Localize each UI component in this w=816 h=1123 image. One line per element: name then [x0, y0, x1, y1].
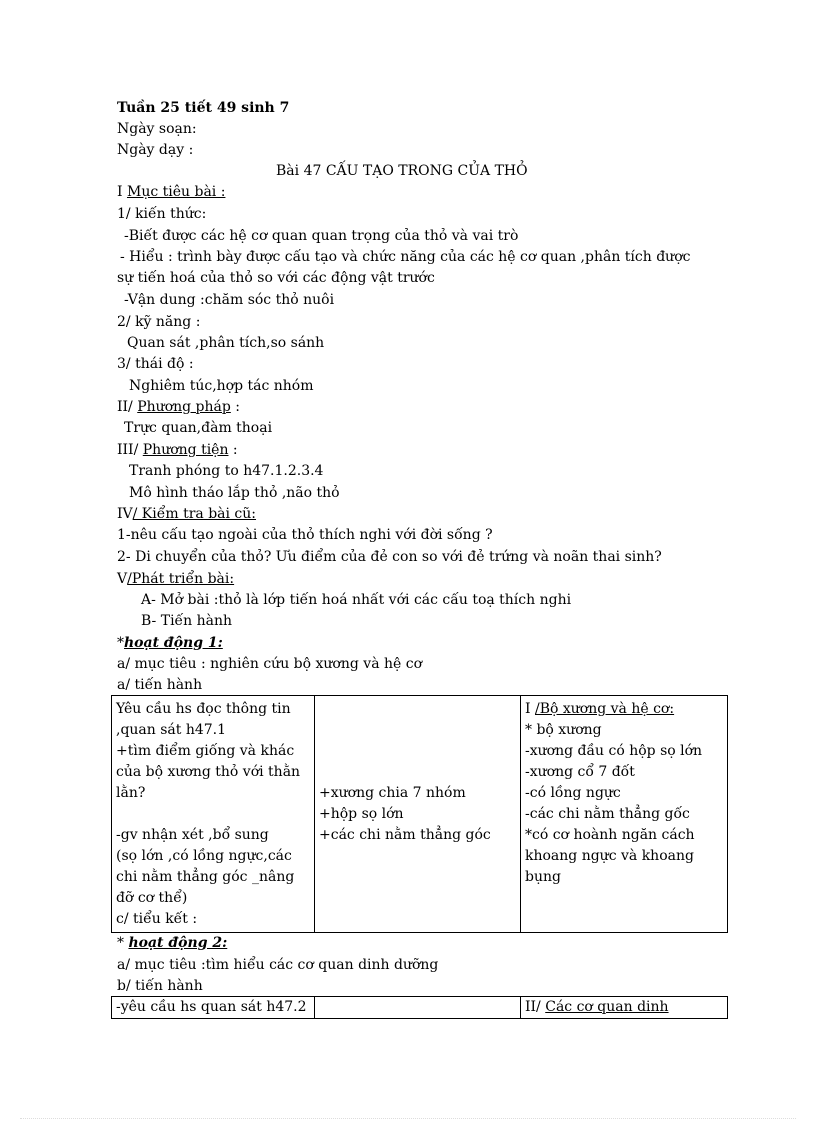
- activity2-label: [117, 933, 227, 954]
- section5-item-a: A- Mở bài :thỏ là lớp tiến hoá nhất với các cấu toạ thích nghi: [141, 592, 572, 608]
- content-heading: [525, 997, 723, 1018]
- list-item: -có lồng ngực: [525, 785, 621, 801]
- section4-title: / Kiểm tra bài cũ:: [132, 506, 257, 522]
- list-item: bụng: [525, 869, 561, 885]
- list-item: -yêu cầu hs quan sát h47.2: [116, 999, 307, 1015]
- activity1-label: [117, 633, 223, 654]
- knowledge-item-2: - Hiểu : trình bày được cấu tạo và chức năng của các hệ cơ quan ,phân tích được: [120, 249, 691, 265]
- section3-heading: [117, 440, 238, 461]
- list-item: *có cơ hoành ngăn cách: [525, 827, 695, 843]
- activity2-title: hoạt động 2:: [128, 935, 228, 951]
- knowledge-item-3: -Vận dung :chăm sóc thỏ nuôi: [124, 292, 335, 308]
- activity2-student-cell: [315, 997, 521, 1019]
- list-item: c/ tiểu kết :: [116, 911, 198, 927]
- section5-prefix: V: [117, 571, 128, 587]
- table-row: [112, 997, 728, 1019]
- list-item: của bộ xương thỏ với thằn: [116, 764, 301, 780]
- section4-heading: [117, 504, 256, 525]
- list-item: khoang ngực và khoang: [525, 848, 694, 864]
- list-item: (sọ lớn ,có lồng ngực,các: [116, 848, 292, 864]
- content-heading-title: Các cơ quan dinh: [545, 999, 669, 1015]
- list-item: +hộp sọ lớn: [319, 806, 404, 822]
- lesson-title: Bài 47 CẤU TẠO TRONG CỦA THỎ: [276, 163, 528, 179]
- section2-prefix: II/: [117, 399, 138, 415]
- list-item: +xương chia 7 nhóm: [319, 785, 466, 801]
- activity2-content-cell: [521, 997, 728, 1019]
- section5-title: /Phát triển bài:: [127, 571, 235, 587]
- review-question-2: 2- Di chuyển của thỏ? Ưu điểm của đẻ con so với đẻ trứng và noãn thai sinh?: [117, 549, 662, 565]
- section2-suffix: :: [230, 399, 241, 415]
- content-heading-title: /Bộ xương và hệ cơ:: [534, 701, 675, 717]
- section4-prefix: IV: [117, 506, 133, 522]
- section1-heading: [117, 182, 225, 203]
- attitude-heading: 3/ thái độ :: [117, 356, 194, 372]
- knowledge-item-1: -Biết được các hệ cơ quan quan trọng của thỏ và vai trò: [124, 228, 519, 244]
- content-heading-prefix: I: [525, 701, 535, 717]
- content-heading-prefix: II/: [525, 999, 546, 1015]
- content-heading: [525, 699, 723, 720]
- activity2-proceed: b/ tiến hành: [117, 978, 203, 994]
- activity1-goal: a/ mục tiêu : nghiên cứu bộ xương và hệ cơ: [117, 656, 423, 672]
- section1-prefix: I: [117, 184, 127, 200]
- list-item: -gv nhận xét ,bổ sung: [116, 827, 269, 843]
- attitude-text: Nghiêm túc,hợp tác nhóm: [129, 378, 314, 394]
- knowledge-item-2-cont: sự tiến hoá của thỏ so với các động vật trước: [117, 270, 435, 286]
- section5-heading: [117, 569, 234, 590]
- list-item: Yêu cầu hs đọc thông tin: [116, 701, 291, 717]
- list-item: đỡ cơ thể): [116, 890, 188, 906]
- section3-item-2: Mô hình tháo lắp thỏ ,não thỏ: [129, 485, 340, 501]
- list-item: [116, 804, 310, 825]
- activity2-goal: a/ mục tiêu :tìm hiểu các cơ quan dinh dưỡng: [117, 957, 439, 973]
- teach-date: Ngày dạy :: [117, 142, 194, 158]
- activity1-content-cell: [521, 696, 728, 933]
- list-item: +các chi nằm thẳng góc: [319, 827, 491, 843]
- activity1-title: hoạt động 1:: [124, 635, 223, 651]
- list-item: -xương đầu có hộp sọ lớn: [525, 743, 703, 759]
- list-item: -xương cổ 7 đốt: [525, 764, 635, 780]
- section3-prefix: III/: [117, 442, 143, 458]
- skills-heading: 2/ kỹ năng :: [117, 314, 201, 330]
- section2-title: Phương pháp: [137, 399, 231, 415]
- activity1-proceed: a/ tiến hành: [117, 677, 203, 693]
- section3-title: Phương tiện: [142, 442, 229, 458]
- list-item: -các chi nằm thẳng gốc: [525, 806, 690, 822]
- section5-item-b: B- Tiến hành: [141, 613, 233, 629]
- spacer: [319, 699, 516, 783]
- activity1-star: *: [117, 635, 124, 651]
- list-item: ,quan sát h47.1: [116, 722, 227, 738]
- review-question-1: 1-nêu cấu tạo ngoài của thỏ thích nghi với đời sống ?: [117, 527, 493, 543]
- list-item: * bộ xương: [525, 722, 602, 738]
- activity2-star: *: [117, 935, 129, 951]
- prep-date: Ngày soạn:: [117, 121, 197, 137]
- knowledge-heading: 1/ kiến thức:: [117, 206, 207, 222]
- section3-suffix: :: [228, 442, 238, 458]
- section2-text: Trực quan,đàm thoại: [124, 420, 273, 436]
- section1-title: Mục tiêu bài :: [126, 184, 226, 200]
- page-bottom-divider: [20, 1118, 796, 1119]
- section3-item-1: Tranh phóng to h47.1.2.3.4: [129, 463, 324, 479]
- activity1-table: [111, 695, 728, 933]
- activity2-teacher-cell: [112, 997, 315, 1019]
- section2-heading: [117, 397, 240, 418]
- list-item: chi nằm thẳng góc _nâng: [116, 869, 295, 885]
- activity1-student-cell: [315, 696, 521, 933]
- list-item: +tìm điểm giống và khác: [116, 743, 295, 759]
- skills-text: Quan sát ,phân tích,so sánh: [127, 335, 325, 351]
- activity1-teacher-cell: [112, 696, 315, 933]
- activity2-table: [111, 996, 728, 1019]
- week-line: Tuần 25 tiết 49 sinh 7: [117, 100, 290, 116]
- list-item: lằn?: [116, 785, 146, 801]
- table-row: [112, 696, 728, 933]
